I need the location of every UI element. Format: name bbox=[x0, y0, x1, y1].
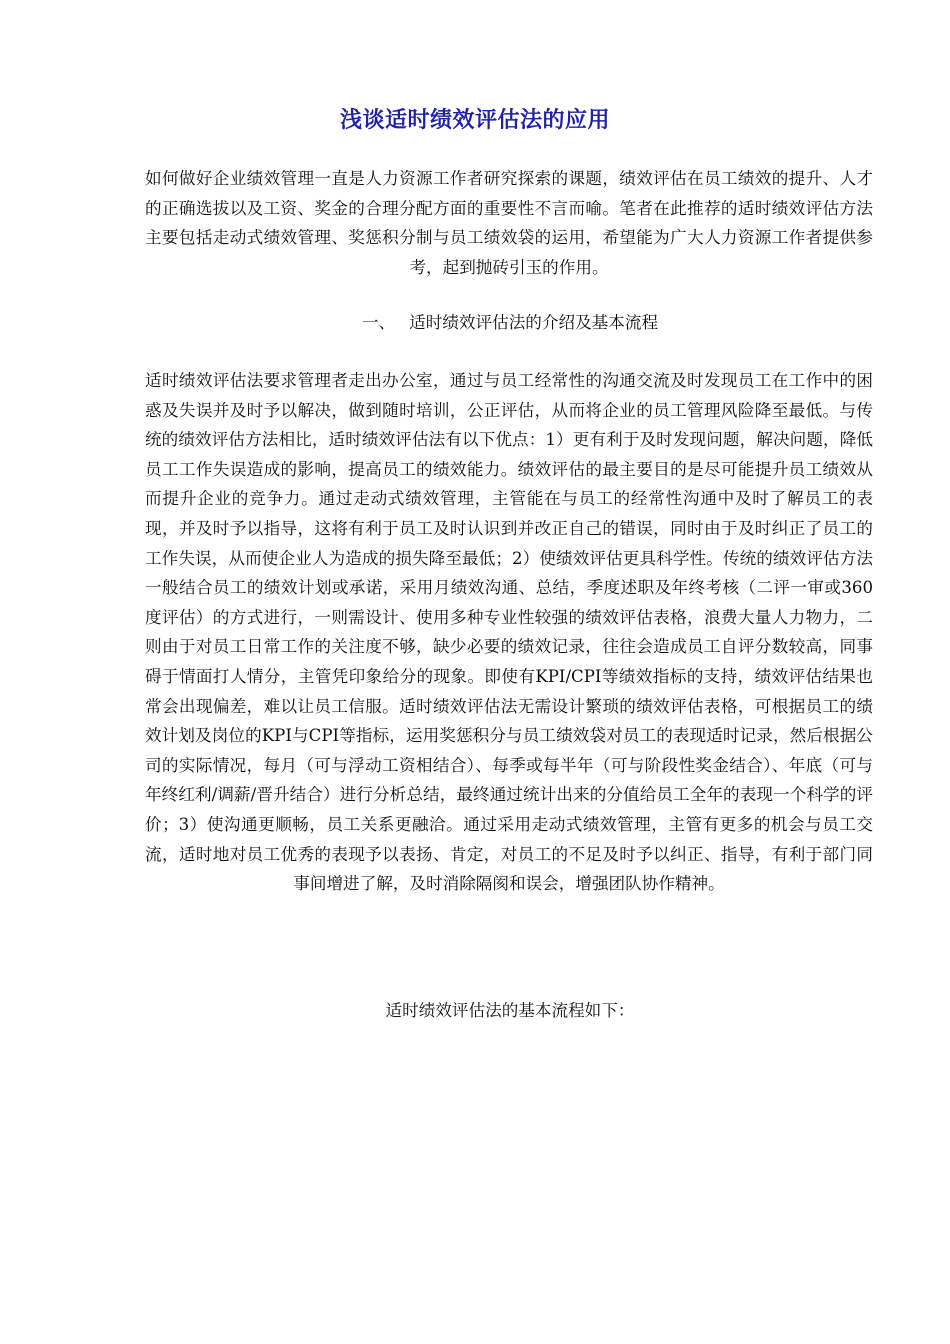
intro-paragraph: 如何做好企业绩效管理一直是人力资源工作者研究探索的课题，绩效评估在员工绩效的提升、人才的正确选拔以及工资、奖金的合理分配方面的重要性不言而喻。笔者在此推荐的适时绩效评估方法主要包括走动式绩效管理、奖惩积分制与员工绩效袋的运用，希望能为广大人力资源工作者提供参考，起到抛砖引玉的作用。 bbox=[145, 169, 873, 277]
body-paragraph: 适时绩效评估法要求管理者走出办公室，通过与员工经常性的沟通交流及时发现员工在工作中的困惑及失误并及时予以解决，做到随时培训，公正评估，从而将企业的员工管理风险降至最低。与传统的绩效评估方法相比，适时绩效评估法有以下优点：1）更有利于及时发现问题，解决问题，降低员工工作失误造成的影响，提高员工的绩效能力。绩效评估的最主要目的是尽可能提升员工绩效从而提升企业的竞争力。通过走动式绩效管理，主管能在与员工的经常性沟通中及时了解员工的表现，并及时予以指导，这将有利于员工及时认识到并改正自己的错误，同时由于及时纠正了员工的工作失误，从而使企业人为造成的损失降至最低；2）使绩效评估更具科学性。传统的绩效评估方法一般结合员工的绩效计划或承诺，采用月绩效沟通、总结，季度述职及年终考核（二评一审或360度评估）的方式进行，一则需设计、使用多种专业性较强的绩效评估表格，浪费大量人力物力，二则由于对员工日常工作的关注度不够，缺少必要的绩效记录，往往会造成员工自评分数较高，同事碍于情面打人情分，主管凭印象给分的现象。即使有KPI/CPI等绩效指标的支持，绩效评估结果也常会出现偏差，难以让员工信服。适时绩效评估法无需设计繁琐的绩效评估表格，可根据员工的绩效计划及岗位的KPI与CPI等指标，运用奖惩积分与员工绩效袋对员工的表现适时记录，然后根据公司的实际情况，每月（可与浮动工资相结合）、每季或每半年（可与阶段性奖金结合）、年底（可与年终红利/调薪/晋升结合）进行分析总结，最终通过统计出来的分值给员工全年的表现一个科学的评价；3）使沟通更顺畅，员工关系更融洽。通过采用走动式绩效管理，主管有更多的机会与员工交流，适时地对员工优秀的表现予以表扬、肯定，对员工的不足及时予以纠正、指导，有利于部门同事间增进了解，及时消除隔阂和误会，增强团队协作精神。 bbox=[145, 371, 873, 894]
section-heading bbox=[0, 308, 950, 338]
section-heading-text: 适时绩效评估法的介绍及基本流程 bbox=[409, 313, 659, 332]
section-number: 一、 bbox=[361, 313, 396, 332]
flow-intro-text: 适时绩效评估法的基本流程如下： bbox=[385, 1001, 635, 1020]
document-title: 浅谈适时绩效评估法的应用 bbox=[339, 107, 610, 133]
